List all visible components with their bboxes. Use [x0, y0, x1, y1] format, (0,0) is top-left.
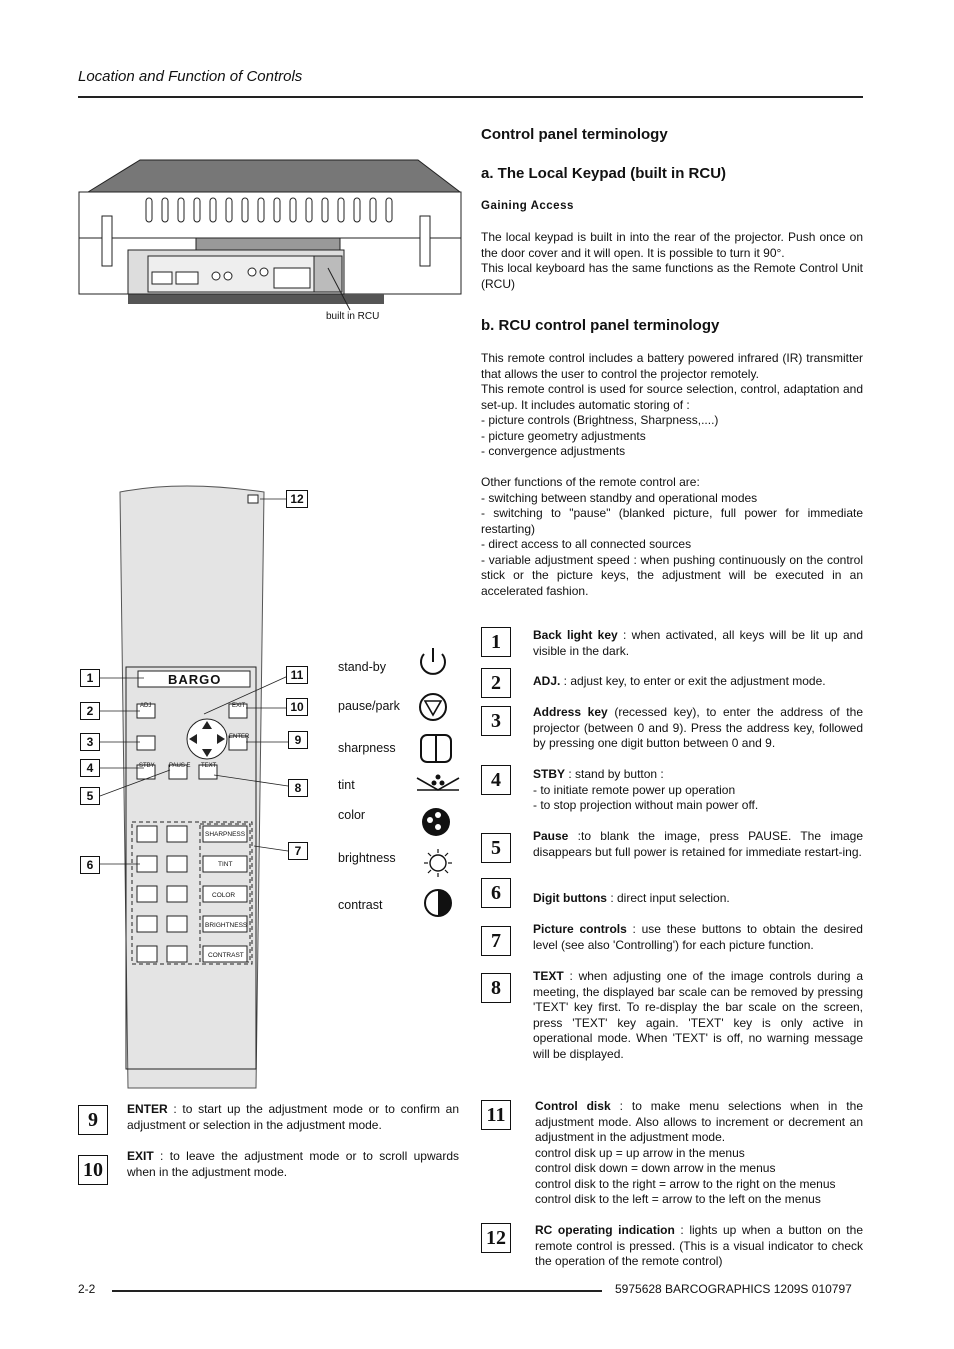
key-brightness: BRIGHTNESS	[205, 922, 248, 929]
item-3-description: Address key (recessed key), to enter the address of the projector (between 0 and 9). Press the address key, followed by pressing one digit button between 0 and 9.	[533, 705, 863, 750]
item-12-description: RC operating indication : lights up when a button on the remote control is pressed. (This is a visual indicator to check the operation of the remote control)	[535, 1223, 863, 1268]
callout-9: 9	[288, 731, 308, 749]
item-number-2: 2	[481, 668, 511, 698]
item-number-6: 6	[481, 878, 511, 908]
footer-rule	[112, 1290, 602, 1292]
item-number-10: 10	[78, 1155, 108, 1185]
heading-terminology: Control panel terminology	[481, 126, 668, 143]
key-contrast: CONTRAST	[208, 952, 244, 959]
heading-rcu-terminology: b. RCU control panel terminology	[481, 317, 720, 334]
callout-6: 6	[80, 856, 100, 874]
key-sharpness: SHARPNESS	[205, 831, 246, 838]
callout-10: 10	[286, 698, 308, 716]
callout-7: 7	[288, 842, 308, 860]
callout-leader-lines	[0, 480, 320, 880]
callout-2: 2	[80, 702, 100, 720]
item-2-description: ADJ. : adjust key, to enter or exit the adjustment mode.	[533, 674, 826, 688]
projector-caption: built in RCU	[326, 311, 380, 322]
document-id: 5975628 BARCOGRAPHICS 1209S 010797	[615, 1282, 852, 1296]
item-5-description: Pause :to blank the image, press PAUSE. The image disappears but full power is retained for immediate restart-ing.	[533, 829, 863, 859]
header-rule	[78, 96, 863, 98]
legend-contrast-label: contrast	[338, 898, 383, 912]
callout-8: 8	[288, 779, 308, 797]
item-number-8: 8	[481, 973, 511, 1003]
power-icon	[414, 645, 458, 679]
page-header: Location and Function of Controls	[78, 68, 303, 85]
key-text: TEXT	[201, 763, 217, 769]
legend-sharpness-label: sharpness	[338, 741, 396, 755]
legend-pause-label: pause/park	[338, 699, 400, 713]
key-enter: ENTER	[229, 734, 250, 740]
callout-5: 5	[80, 787, 100, 805]
paragraph-rcu: This remote control includes a battery powered infrared (IR) transmitter that allows the user to control the projector remotely. This remote control is used for source selection, control, adaptation and set-up. It includes automatic storing of : - picture controls (Brightness, Sharpness,....) - picture geometry adjustments - convergence adjustments	[481, 351, 863, 458]
callout-3: 3	[80, 733, 100, 751]
item-4-description: STBY : stand by button : - to initiate remote power up operation - to stop projection without main power off.	[533, 767, 759, 812]
paragraph-other-functions: Other functions of the remote control are: - switching between standby and operational modes - switching to "pause" (blanked picture, full power for immediate restarting) - direct access to all connected sources - variable adjustment speed : when pushing continuously on the control stick or the picture keys, the adjustment will be executed in an accelerated fashion.	[481, 475, 863, 598]
item-9-description: ENTER : to start up the adjustment mode or to confirm an adjustment or selection in the adjustment mode.	[127, 1102, 459, 1132]
item-number-12: 12	[481, 1223, 511, 1253]
legend-brightness-label: brightness	[338, 851, 396, 865]
key-color: COLOR	[212, 892, 236, 899]
remote-brand-logo: BARGO	[168, 672, 222, 687]
paragraph-gaining-access: The local keypad is built in into the rear of the projector. Push once on the door cover and it will open. It is possible to turn it 90°. This local keyboard has the same functions as the Remote Control Unit (RCU)	[481, 230, 863, 291]
item-number-7: 7	[481, 926, 511, 956]
item-8-description: TEXT : when adjusting one of the image controls during a meeting, the displayed bar scale can be removed by pressing 'TEXT' key first. To re-display the bar scale on the screen, press 'TEXT' key again. 'TEXT' key is only active in operational mode. When 'TEXT' is off, no warning message will be displayed.	[533, 969, 863, 1061]
item-7-description: Picture controls : use these buttons to obtain the desired level (see also 'Controlling') for each picture function.	[533, 922, 863, 952]
tint-icon	[414, 772, 462, 796]
item-1-description: Back light key : when activated, all keys will be lit up and visible in the dark.	[533, 628, 864, 658]
contrast-icon	[414, 887, 458, 921]
item-10-description: EXIT : to leave the adjustment mode or to scroll upwards when in the adjustment mode.	[127, 1149, 459, 1179]
item-number-3: 3	[481, 706, 511, 736]
legend-color-label: color	[338, 808, 366, 822]
item-number-1: 1	[481, 627, 511, 657]
projector-illustration	[78, 158, 468, 328]
callout-11: 11	[286, 666, 308, 684]
key-exit: EXIT	[232, 703, 246, 709]
sharpness-icon	[414, 732, 458, 766]
item-number-5: 5	[481, 833, 511, 863]
key-stby: STBY	[139, 763, 155, 769]
heading-gaining-access: Gaining Access	[481, 200, 574, 212]
legend-standby-label: stand-by	[338, 660, 386, 674]
item-11-description: Control disk : to make menu selections when in the adjustment mode. Also allows to increment or decrement an adjustment in the adjustment mode. control disk up = up arrow in the menus control disk down = down arrow in the menus control disk to the right = arrow to the right on the menus control disk to the left = arrow to the left on the menus	[535, 1099, 863, 1206]
item-number-9: 9	[78, 1105, 108, 1135]
legend-tint-label: tint	[338, 778, 355, 792]
item-6-description: Digit buttons : direct input selection.	[533, 891, 730, 905]
callout-4: 4	[80, 759, 100, 777]
page-number: 2-2	[78, 1282, 96, 1296]
callout-1: 1	[80, 669, 100, 687]
item-number-11: 11	[481, 1100, 511, 1130]
callout-12: 12	[286, 490, 308, 508]
key-tint: TINT	[218, 861, 233, 868]
key-pause: PAUS E	[169, 763, 191, 769]
color-icon	[414, 806, 458, 840]
item-number-4: 4	[481, 765, 511, 795]
brightness-icon	[414, 846, 458, 880]
heading-local-keypad: a. The Local Keypad (built in RCU)	[481, 165, 727, 182]
pause-park-icon	[414, 690, 458, 724]
key-adj: ADJ	[140, 703, 152, 709]
